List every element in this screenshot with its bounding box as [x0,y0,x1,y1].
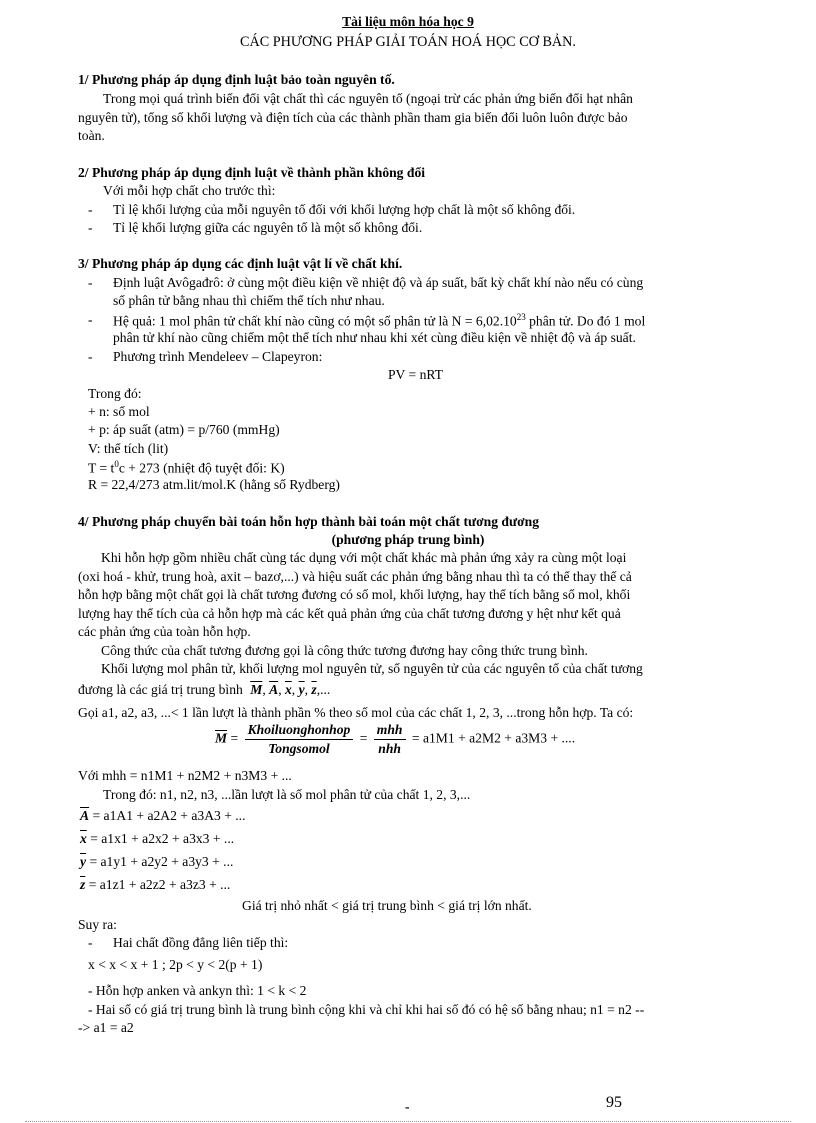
section-4-text: Khối lượng mol phân tử, khối lượng mol nguyên tử, số nguyên tử của các nguyên tố của chất tương [101,661,643,676]
section-1-text: Trong mọi quá trình biến đổi vật chất thì các nguyên tố (ngoại trừ các phản ứng biến đổi hạt nhân [103,91,633,106]
footer-divider [25,1121,791,1122]
section-2-heading: 2/ Phương pháp áp dụng định luật về thành phần không đổi [78,165,426,180]
section-3-bullet-cont: phân tử khí nào cũng chiếm một thể tích như nhau khi xét cùng điều kiện về nhiệt độ và áp suất. [113,330,636,345]
therefore-label: Suy ra: [78,917,117,932]
var-n: + n: số mol [88,404,150,419]
avg-z: $\overline{z} = a1z1 + a2z2 + a3z3$ + ... [80,877,231,892]
var-v: V: thể tích (lit) [88,441,169,456]
section-4-text: Khi hỗn hợp gồm nhiều chất cùng tác dụng với một chất khác mà phản ứng xảy ra cùng một loại [101,550,627,565]
mean-bullet-cont: -> a1 = a2 [78,1020,134,1035]
bullet-dash: - [88,349,93,364]
section-4-heading: 4/ Phương pháp chuyển bài toán hỗn hợp thành bài toán một chất tương đương [78,514,540,529]
var-t: $T = t^0c + 273$ (nhiệt độ tuyệt đối: K) [88,459,285,476]
avg-x: $\overline{x} = a1x1 + a2x2 + a3x3$ + ... [80,831,235,846]
fraction-mass-over-mol: $\frac{\text{Khoiluonghonhop}}{\text{Tongsomol}}$ [245,722,354,757]
homolog-bullet: Hai chất đồng đẳng liên tiếp thì: [113,935,289,950]
var-p: + p: áp suất (atm) = p/760 (mmHg) [88,422,280,437]
section-3-bullet-cont: số phân tử bằng nhau thì chiếm thể tích như nhau. [113,293,385,308]
homolog-inequality: x < x < x + 1 ; 2p < y < 2(p + 1) [88,957,263,972]
bullet-dash: - [88,275,93,290]
fraction-mhh-over-nhh: $\frac{\text{mhh}}{\text{nhh}}$ [374,722,406,757]
section-1-heading: 1/ Phương pháp áp dụng định luật bảo toàn nguyên tố. [78,72,395,87]
page-number: 95 [606,1094,622,1111]
n-definition: Trong đó: n1, n2, n3, ...lần lượt là số mol phân tử của chất 1, 2, 3,... [103,787,471,802]
footer-dash: - [405,1099,410,1114]
ideal-gas-equation: PV = nRT [388,367,443,382]
section-3-bullet: Hệ quả: 1 mol phân tử chất khí nào cũng có một số phân tử là $N = 6,02.10^{23}$ phân tử. Do đó 1 mol [113,312,646,329]
section-1-text: toàn. [78,128,105,143]
section-3-bullet: Định luật Avôgađrô: ở cùng một điều kiện về nhiệt độ và áp suất, bất kỳ chất khí nào nếu có cùng [113,275,644,290]
bullet-dash: - [88,220,93,235]
section-1-text: nguyên tử), tổng số khối lượng và điện tích của các thành phần tham gia biến đổi luôn luôn được bảo [78,110,628,125]
inequality: Giá trị nhỏ nhất < giá trị trung bình < giá trị lớn nhất. [242,898,532,913]
section-2-bullet: Tỉ lệ khối lượng giữa các nguyên tố là một số không đổi. [113,220,423,235]
section-4-subheading: (phương pháp trung bình) [331,532,485,547]
section-4-text: hỗn hợp bằng một chất gọi là chất tương đương có số mol, khối lượng, hay thể tích bằng số mol, khối [78,587,631,602]
section-3-heading: 3/ Phương pháp áp dụng các định luật vật lí về chất khí. [78,256,403,271]
var-r: R = 22,4/273 atm.lit/mol.K (hằng số Rydberg) [88,477,340,492]
mean-bullet: - Hai số có giá trị trung bình là trung bình cộng khi và chỉ khi hai số đó có hệ số bằng nhau; n1 = n2 -- [88,1002,645,1017]
section-2-bullet: Tỉ lệ khối lượng của mỗi nguyên tố đối với khối lượng hợp chất là một số không đổi. [113,202,576,217]
bullet-dash: - [88,935,93,950]
bullet-dash: - [88,312,93,327]
section-4-text: các phản ứng của toàn hỗn hợp. [78,624,251,639]
page-title: CÁC PHƯƠNG PHÁP GIẢI TOÁN HOÁ HỌC CƠ BẢN. [240,34,576,50]
section-4-text: (oxi hoá - khử, trung hoà, axit – bazơ,...) và hiệu suất các phản ứng bằng nhau thì ta có thể thay thế cả [78,569,632,584]
where-label: Trong đó: [88,386,142,401]
section-4-text: Gọi a1, a2, a3, ...< 1 lần lượt là thành phần % theo số mol của các chất 1, 2, 3, ...trong hỗn hợp. Ta có: [78,705,634,720]
avg-A: $\overline{A} = a1A1 + a2A2 + a3A3$ + ... [80,808,246,823]
section-2-intro: Với mỗi hợp chất cho trước thì: [103,183,276,198]
mhh-definition: Với mhh = n1M1 + n2M2 + n3M3 + ... [78,768,292,783]
section-4-text: đương là các giá trị trung bình $\overline{M}$, $\overline{A}$, $\overline{x}$, $\overline{y}$, $\overline{z}$,... [78,682,331,697]
section-3-bullet: Phương trình Mendeleev – Clapeyron: [113,349,323,364]
bullet-dash: - [88,202,93,217]
alkene-alkyne-bullet: - Hỗn hợp anken và ankyn thì: 1 < k < 2 [88,983,307,998]
section-4-text: lượng hay thể tích của cả hỗn hợp mà các kết quả phản ứng của chất tương đương y hệt như kết quả [78,606,621,621]
section-4-text: Công thức của chất tương đương gọi là công thức tương đương hay công thức trung bình. [101,643,588,658]
average-mass-formula: $\overline{M}$ = $\frac{\text{Khoiluonghonhop}}{\text{Tongsomol}}$ = $\frac{\text{mhh}}{\text{nhh}}$ = a1M1 + a2M2 + a3M3 + .... [215,722,576,757]
avg-y: $\overline{y} = a1y1 + a2y2 + a3y3$ + ... [80,854,234,869]
subject-line: Tài liệu môn hóa học 9 [342,14,474,29]
